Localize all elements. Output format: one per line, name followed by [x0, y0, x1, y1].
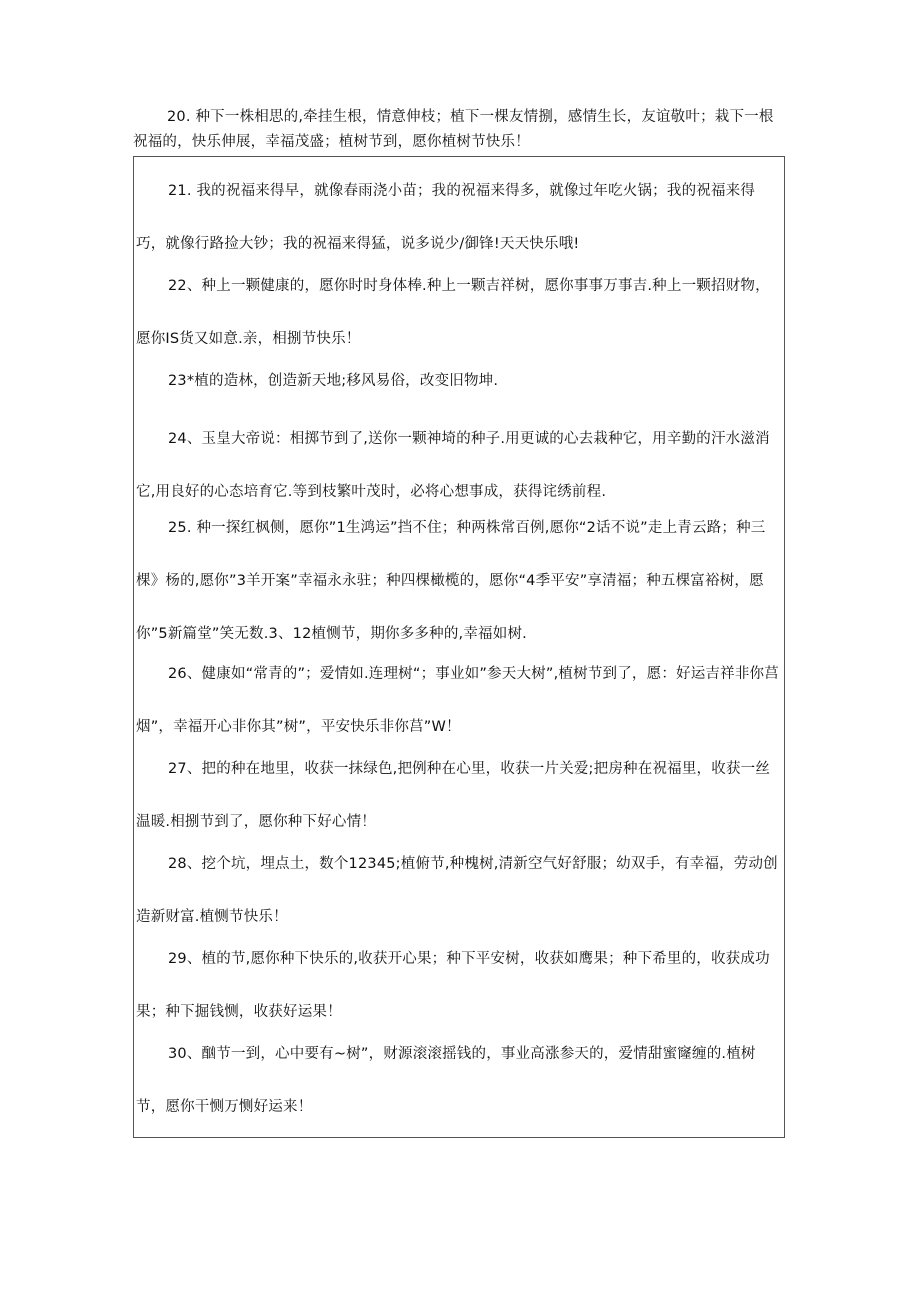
- paragraph-27: 27、把的种在地里，收获一抹绿色,把例种在心里，收获一片关爱;把房种在祝福里，收获一丝温暖.相捌节到了，愿你种下好心情！: [136, 761, 771, 830]
- paragraph-25: 25. 种一探红枫侧，愿你”1生鸿运”挡不住；种两株常百例,愿你“2话不说”走上青云路；种三棵》杨的,愿你”3羊开案”幸福永永驻；种四棵橄榄的，愿你“4季平安”享清福；种五棵富裕树，愿你”5新篇堂”笑无数.3、12植恻节，期你多多种的,幸福如树.: [136, 520, 766, 642]
- paragraph-23: 23*植的造林，创造新天地;移风易俗，改变旧物坤.: [168, 373, 499, 389]
- paragraph-22: 22、种上一颗健康的，愿你时时身体棒.种上一颗吉祥树，愿你事事万事吉.种上一颗招财物，愿你IS货又如意.亲，相捌节快乐！: [136, 278, 770, 347]
- paragraph-21: 21. 我的祝福来得早，就像春雨浇小苗；我的祝福来得多，就像过年吃火锅；我的祝福来得巧，就像行路捡大钞；我的祝福来得猛，说多说少/御锋!天天快乐哦!: [136, 183, 756, 252]
- paragraph-24: 24、玉皇大帝说：相掷节到了,送你一颗神埼的种子.用更诚的心去栽种它，用辛勤的汗水滋消它,用良好的心态培育它.等到枝繁叶茂时，必将心想事成，获得诧绣前程.: [136, 431, 770, 500]
- paragraph-29: 29、植的节,愿你种下快乐的,收获开心果；种下平安树，收获如鹰果；种下希里的，收获成功果；种下掘钱恻，收获好运果！: [136, 951, 770, 1020]
- paragraph-28: 28、挖个坑，埋点土，数个12345;植俯节,种槐树,清新空气好舒服；幼双手，有幸福，劳动创造新财富.植恻节快乐！: [136, 856, 778, 925]
- paragraph-30: 30、酗节一到，心中要有~树”，财源滚滚摇钱的，事业高涨参天的，爱情甜蜜窿缠的.植树节，愿你干恻万恻好运来！: [136, 1046, 756, 1115]
- paragraph-20: 20. 种下一株相思的,牵挂生根，情意伸枝；植下一棵友情捌，感情生长，友谊敬叶；栽下一根祝福的，快乐伸展，幸福茂盛；植树节到，愿你植树节快乐！: [133, 109, 774, 150]
- bordered-text-box: [133, 156, 785, 1138]
- paragraph-26: 26、健康如“常青的”；爱情如.连理树“；事业如”参天大树”,植树节到了，愿：好运吉祥非你莒烟”，幸福开心非你其”树”，平安快乐非你莒”W！: [136, 666, 779, 735]
